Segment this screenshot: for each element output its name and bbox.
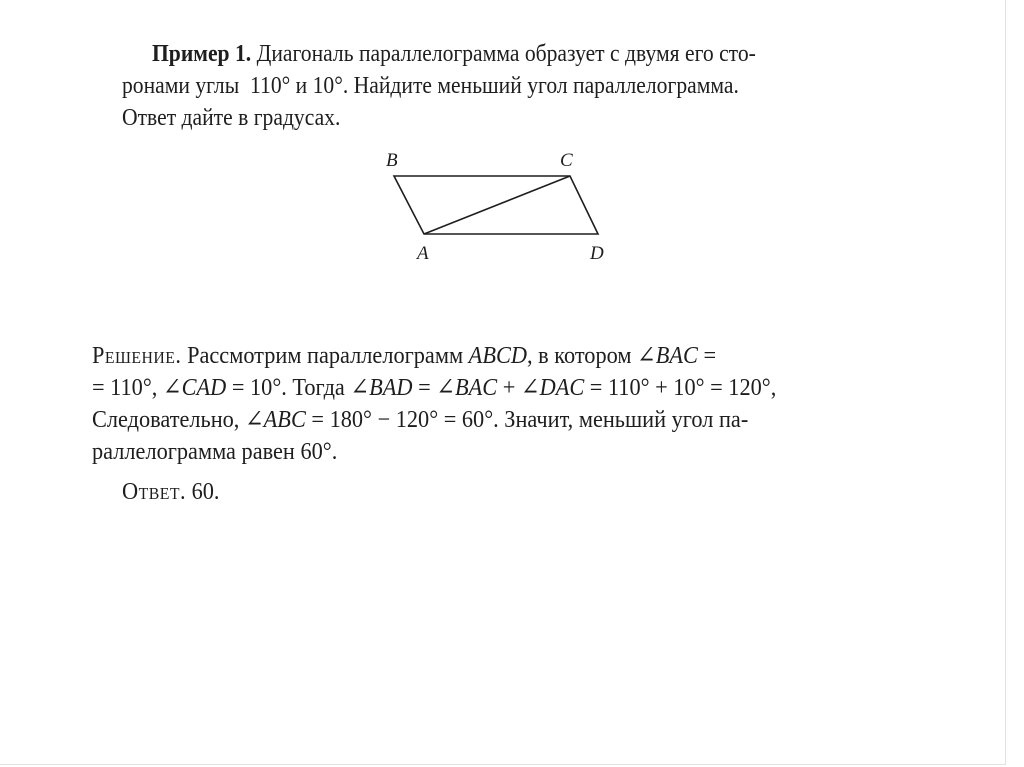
solution-label: Решение. [92,343,182,369]
math-abc: ABC [263,407,306,433]
solution-text: = 110° + 10° = 120°, [584,375,777,401]
solution-line-3 [92,406,748,434]
math-bac: BAC [454,375,498,401]
solution-text: Следовательно, ∠ [92,407,264,433]
problem-label: Пример 1. [152,41,252,67]
solution-line-4: раллелограмма равен 60°. [92,439,338,465]
math-dac: DAC [539,375,585,401]
solution-text: = ∠ [412,375,455,401]
problem-line-2: ронами углы 110° и 10°. Найдите меньший угол параллелограмма. [122,73,739,99]
solution-text: Рассмотрим параллелограмм [181,343,469,369]
math-bac: BAC [655,343,698,369]
solution-text: = 110°, ∠ [92,375,182,401]
solution-text: , в котором ∠ [526,343,656,369]
vertex-label-d: D [590,243,604,264]
vertex-label-b: B [386,150,398,171]
solution-text: = 180° − 120° = 60°. Значит, меньший угол па- [305,407,749,433]
solution-line-2 [92,374,776,402]
answer-value: 60. [186,479,220,505]
math-abcd: ABCD [468,343,527,369]
solution-line-1 [92,342,716,370]
solution-text: = 10°. Тогда ∠ [226,375,370,401]
solution-text: = [697,343,717,369]
answer-line [122,478,219,506]
solution-text: + ∠ [497,375,540,401]
answer-label: Ответ. [122,479,187,505]
parallelogram-figure [376,146,616,266]
problem-line-3: Ответ дайте в градусах. [122,105,341,131]
problem-line-1 [152,40,756,68]
math-cad: CAD [181,375,227,401]
math-bad: BAD [369,375,413,401]
diagonal-ac [424,176,570,234]
problem-text-1: Диагональ параллелограмма образует с двумя его сто- [256,41,756,67]
vertex-label-a: A [417,243,429,264]
vertex-label-c: C [560,150,573,171]
